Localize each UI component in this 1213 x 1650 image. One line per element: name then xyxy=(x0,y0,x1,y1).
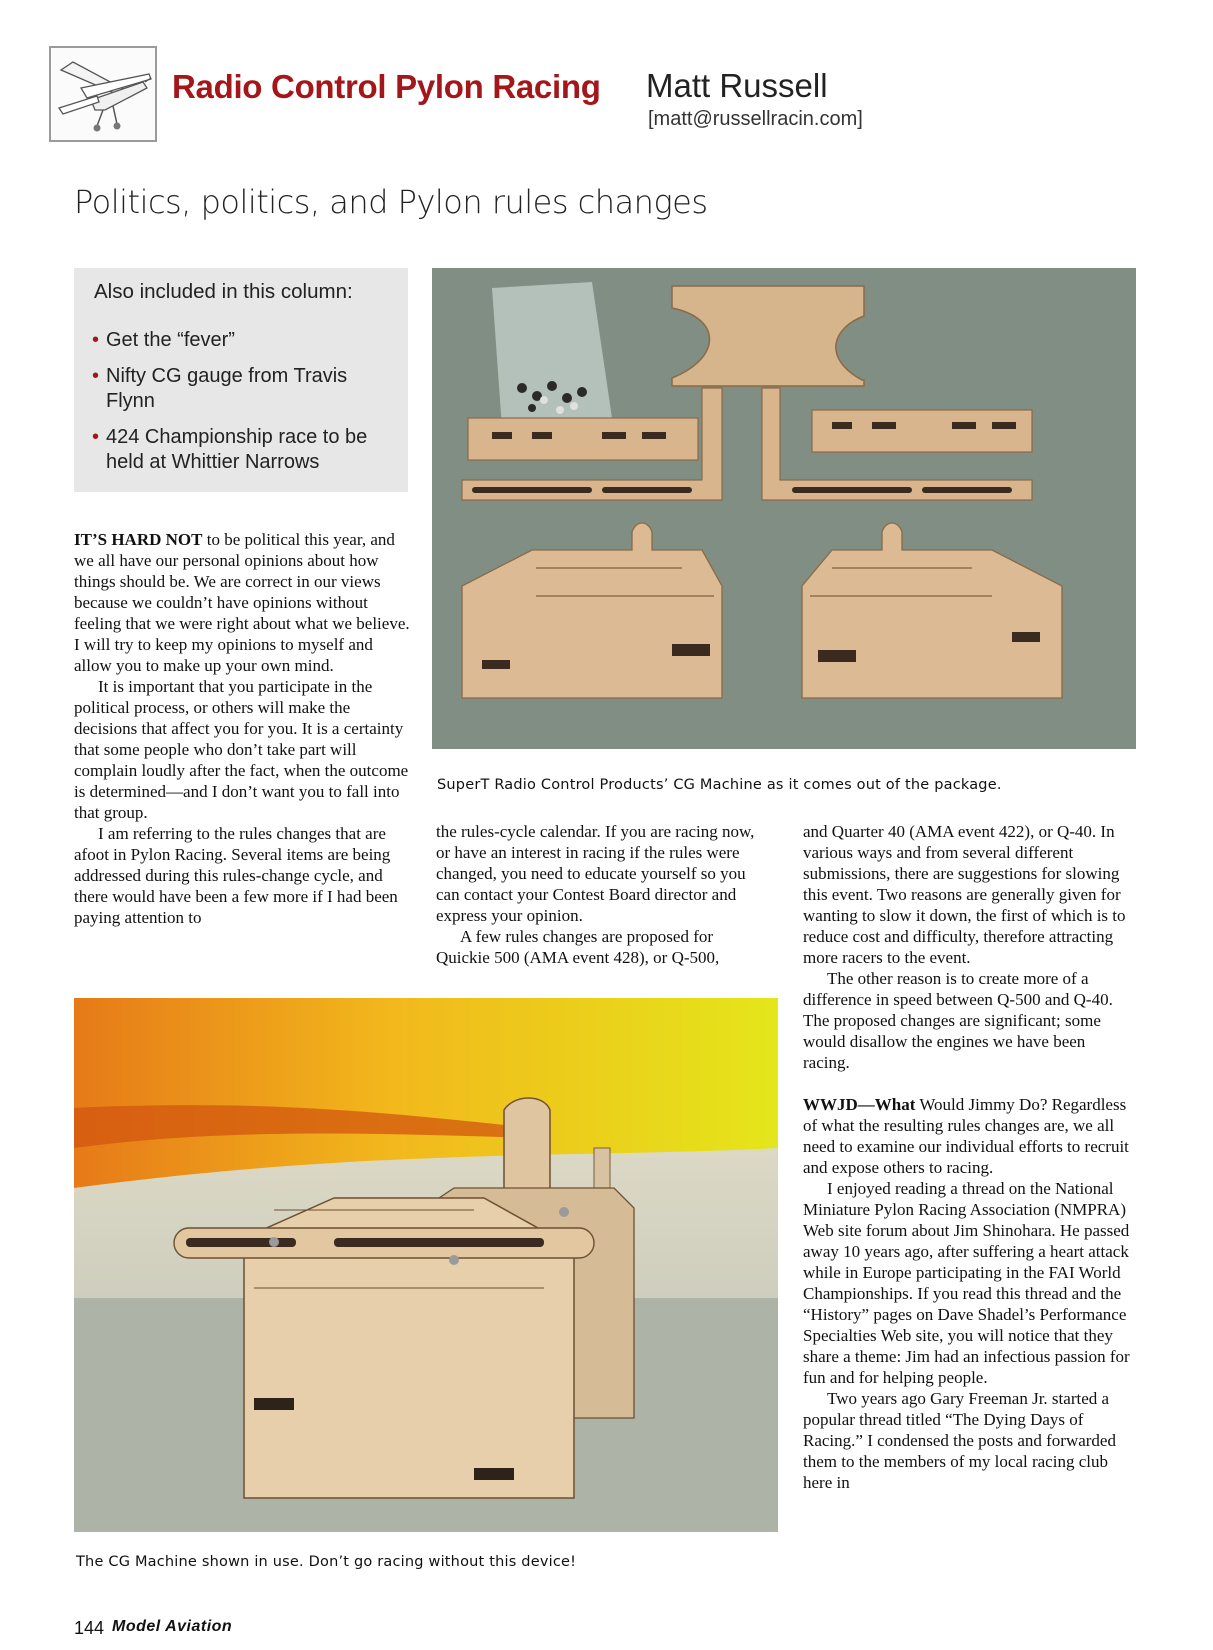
paragraph: The other reason is to create more of a difference in speed between Q-500 and Q-40. The proposed changes are significant; some would disallow the engines we have been racing. xyxy=(803,969,1113,1072)
paragraph: A few rules changes are proposed for Quickie 500 (AMA event 428), or Q-500, xyxy=(436,927,720,967)
paragraph xyxy=(803,1094,1133,1178)
column-title: Radio Control Pylon Racing xyxy=(172,68,601,105)
paragraph: and Quarter 40 (AMA event 422), or Q-40. In various ways and from several different submissions, there are suggestions for slowing this event. Two reasons are generally given for wanting to slow it down, the first of which is to reduce cost and difficulty, therefore attracting more racers to the event. xyxy=(803,822,1126,967)
sidebar-list xyxy=(92,328,392,486)
cg-machine-in-use-photo xyxy=(74,998,778,1532)
magazine-name: Model Aviation xyxy=(112,1618,233,1635)
body-column-2 xyxy=(436,821,766,968)
author-email: [matt@russellracin.com] xyxy=(648,108,863,130)
paragraph xyxy=(74,529,414,676)
author-name: Matt Russell xyxy=(646,67,828,104)
sidebar-heading: Also included in this column: xyxy=(94,280,353,303)
airplane-logo-icon xyxy=(49,46,157,142)
photo-caption-top: SuperT Radio Control Products’ CG Machine as it comes out of the package. xyxy=(437,777,1002,793)
cg-machine-parts-photo xyxy=(432,268,1136,749)
sidebar-item: • 424 Championship race to be held at Whittier Narrows xyxy=(92,425,392,475)
paragraph: Two years ago Gary Freeman Jr. started a popular thread titled “The Dying Days of Racing.” I condensed the posts and forwarded them to the members of my local racing club here in xyxy=(803,1389,1116,1492)
sidebar-item: • Get the “fever” xyxy=(92,328,392,353)
body-column-3 xyxy=(803,821,1133,1493)
paragraph: It is important that you participate in the political process, or others will make the decisions that affect you for you. It is a certainty that some people who don’t take part will complain loudly after the fact, when the outcome is determined—and I don’t want you to fall into that group. xyxy=(74,677,409,822)
paragraph-text: Would Jimmy Do? Regardless of what the resulting rules changes are, we all need to examine our individual efforts to recruit and expose others to racing. xyxy=(803,1095,1129,1177)
sidebar-item: • Nifty CG gauge from Travis Flynn xyxy=(92,364,392,414)
paragraph-text: to be political this year, and we all have our personal opinions about how things should be. We are correct in our views because we couldn’t have opinions without feeling that we were right about what we believe. I will try to keep my opinions to myself and allow you to make up your own mind. xyxy=(74,530,410,675)
lead-in: IT’S HARD NOT xyxy=(74,530,203,549)
article-title: Politics, politics, and Pylon rules changes xyxy=(74,183,708,221)
photo-caption-bottom: The CG Machine shown in use. Don’t go racing without this device! xyxy=(76,1554,577,1570)
sidebar-box xyxy=(74,268,408,492)
subhead-lead-in: WWJD—What xyxy=(803,1095,916,1114)
paragraph: I am referring to the rules changes that are afoot in Pylon Racing. Several items are being addressed during this rules-change cycle, and there would have been a few more if I had been paying attention to xyxy=(74,824,398,927)
body-column-1 xyxy=(74,529,414,928)
page-number: 144 xyxy=(74,1618,105,1638)
paragraph: the rules-cycle calendar. If you are racing now, or have an interest in racing if the rules were changed, you need to educate yourself so you can contact your Contest Board director and express your opinion. xyxy=(436,822,755,925)
paragraph: I enjoyed reading a thread on the National Miniature Pylon Racing Association (NMPRA) Web site forum about Jim Shinohara. He passed away 10 years ago, after suffering a heart attack while in Europe participating in the FAI World Championships. If you read this thread and the “History” pages on Dave Shadel’s Performance Specialties Web site, you will notice that they share a theme: Jim had an infectious passion for fun and for helping people. xyxy=(803,1179,1130,1387)
